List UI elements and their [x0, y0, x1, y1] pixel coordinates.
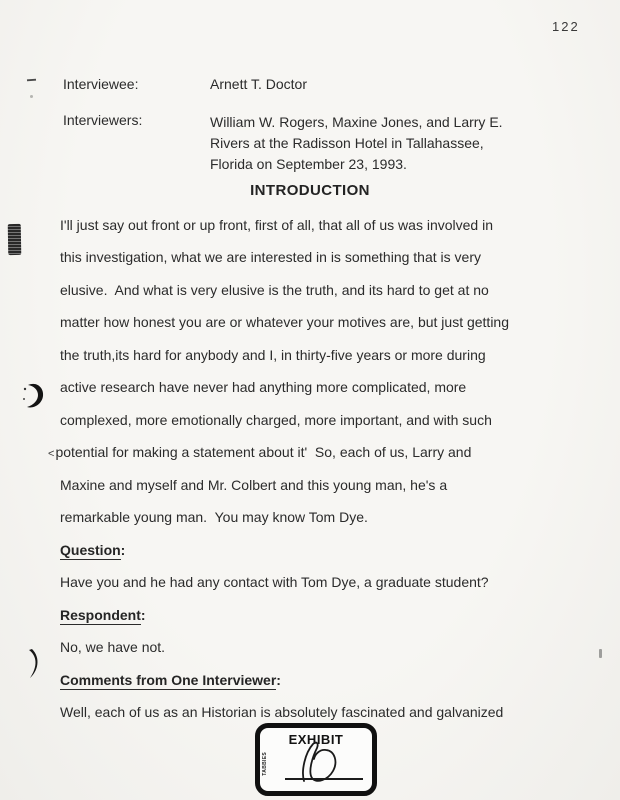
speaker-heading-line: [60, 672, 570, 704]
handwritten-letter-value: [260, 747, 261, 748]
speaker-heading-label: Respondent: [60, 606, 141, 623]
speaker-heading-label: Question: [60, 541, 121, 558]
speaker-heading-line: [60, 607, 570, 639]
line-text: Well, each of us as an Historian is absolutely fascinated and galvanized: [60, 704, 504, 721]
body-line: [48, 444, 570, 476]
body-text: [48, 217, 570, 737]
line-text: matter how honest you are or whatever your motives are, but just getting: [60, 314, 510, 331]
margin-dash-artifact: [27, 79, 36, 82]
interviewers-detail-line: Florida on September 23, 1993.: [210, 156, 407, 172]
edge-tick-artifact: [599, 649, 602, 658]
body-line: [60, 249, 570, 281]
body-line: [60, 574, 570, 606]
edge-smudge-artifact: [8, 224, 22, 255]
line-text: :: [140, 606, 146, 623]
interviewers-value: [210, 112, 503, 175]
interviewers-label: Interviewers:: [63, 112, 143, 128]
line-text: I'll just say out front or up front, first of all, that all of us was involved in: [60, 217, 493, 233]
margin-dot-artifact: [30, 95, 33, 98]
page-number: 122: [552, 19, 580, 34]
interviewee-label: Interviewee:: [63, 76, 139, 92]
line-text: Have you and he had any contact with Tom Dye, a graduate student?: [60, 574, 489, 591]
exhibit-stamp-underline: [285, 778, 363, 780]
line-text: this investigation, what we are interested in is something that is very: [60, 249, 481, 266]
exhibit-stamp-brand: TABBIES: [262, 752, 268, 776]
speaker-heading-line: [60, 542, 570, 574]
line-text: Maxine and myself and Mr. Colbert and this young man, he's a: [60, 476, 448, 493]
interviewers-detail-line: William W. Rogers, Maxine Jones, and Larry E.: [210, 114, 503, 130]
body-line: [60, 477, 570, 509]
ink-crescent-artifact: [23, 648, 43, 680]
line-text: the truth,its hard for anybody and I, in thirty-five years or more during: [60, 346, 486, 363]
line-text: :: [276, 671, 281, 688]
margin-arrow-artifact: <: [48, 448, 55, 461]
body-line: [60, 314, 570, 346]
section-title: INTRODUCTION: [250, 182, 370, 199]
ink-blob-artifact: [22, 381, 46, 411]
line-text: complexed, more emotionally charged, more important, and with such: [60, 411, 492, 428]
line-text: potential for making a statement about it' So, each of us, Larry and: [55, 444, 472, 461]
interviewers-detail-line: Rivers at the Radisson Hotel in Tallahassee,: [210, 135, 484, 151]
line-text: remarkable young man. You may know Tom Dye.: [60, 509, 368, 526]
body-line: [60, 379, 570, 411]
exhibit-stamp-title: EXHIBIT: [288, 732, 344, 747]
body-line: [60, 509, 570, 541]
body-line: [60, 412, 570, 444]
interviewee-value: Arnett T. Doctor: [210, 76, 308, 92]
line-text: elusive. And what is very elusive is the truth, and its hard to get at no: [60, 281, 489, 298]
speaker-heading-label: Comments from One Interviewer: [60, 671, 277, 688]
line-text: No, we have not.: [60, 639, 166, 656]
body-line: [60, 639, 570, 671]
line-text: active research have never had anything more complicated, more: [60, 379, 467, 396]
body-line: [60, 282, 570, 314]
body-line: [60, 217, 570, 249]
line-text: :: [120, 541, 126, 558]
body-line: [60, 347, 570, 379]
exhibit-stamp: [255, 723, 377, 796]
